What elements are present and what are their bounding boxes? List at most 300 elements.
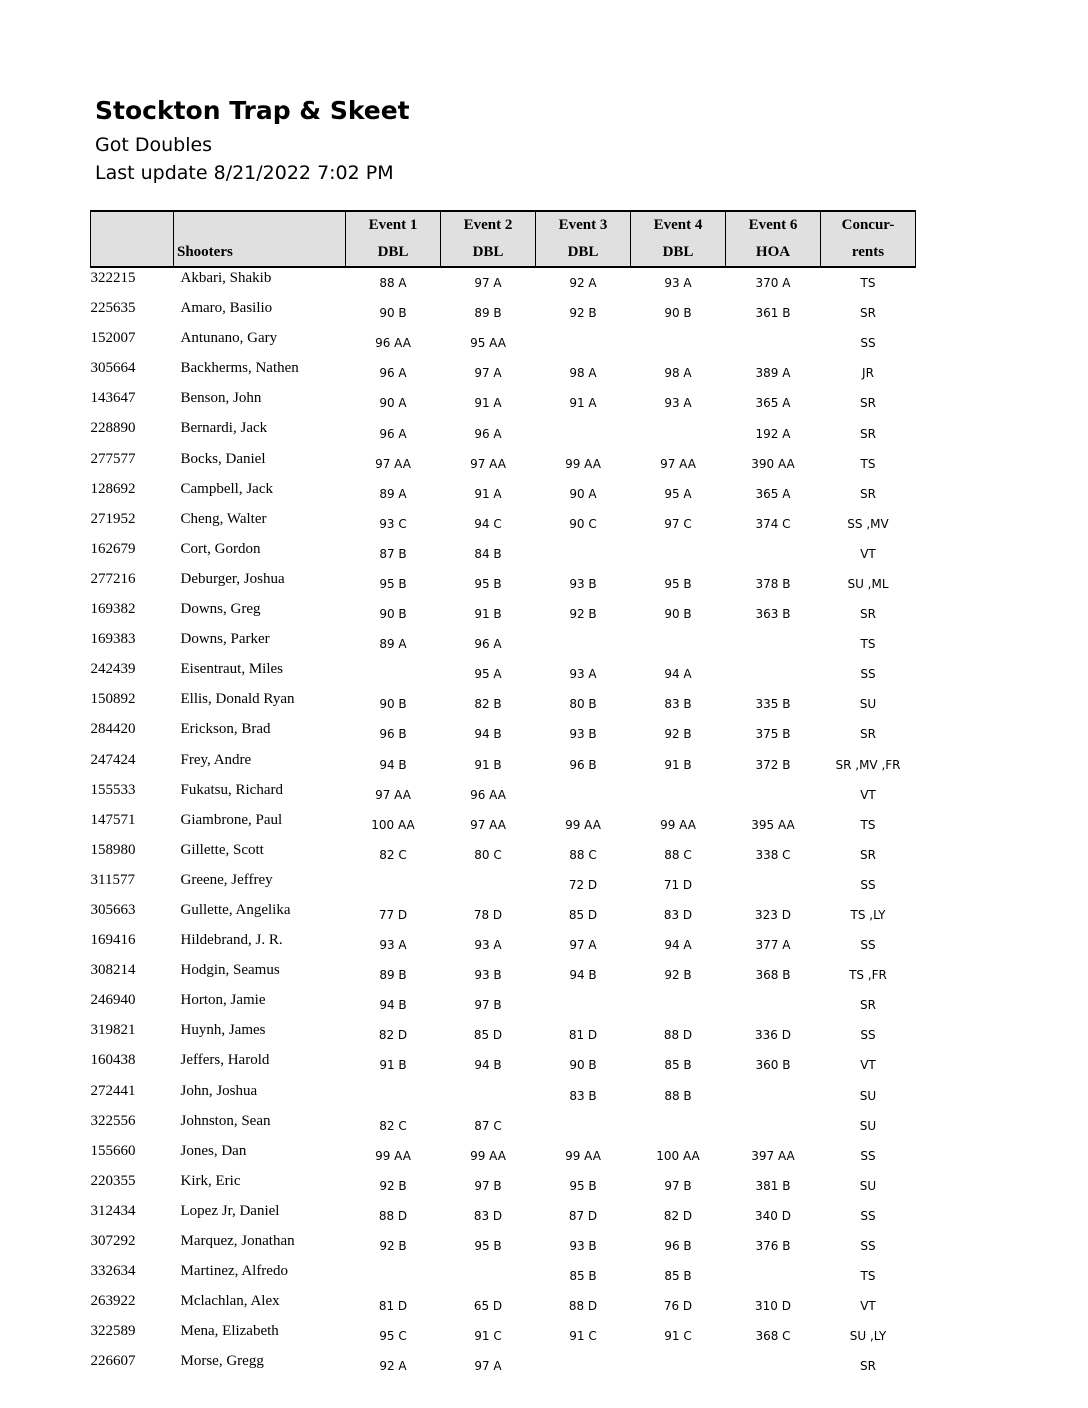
shooter-name: Campbell, Jack [180,480,273,497]
table-row [91,1261,916,1291]
concurrents: SS [860,938,876,953]
concurrents: SU ,ML [847,576,889,591]
event-1-score: 82 D [378,1028,408,1043]
table-row [91,990,916,1020]
shooter-name: Giambrone, Paul [180,811,283,828]
event-2-score: 97 A [474,1359,502,1374]
event-2-score: 82 B [474,697,502,712]
header-cell [91,239,174,267]
shooter-id: 311577 [90,871,135,888]
event-4-score: 92 B [664,968,692,983]
shooter-name: Downs, Greg [180,601,261,618]
event-2-score: 94 C [474,516,502,531]
shooter-name: Frey, Andre [180,751,252,768]
event-4-score [631,1351,726,1381]
event-1-score: 87 B [379,546,407,561]
concurrents: SS [860,1148,876,1163]
concurrents: VT [860,546,876,561]
hoa-score [726,1351,821,1381]
hoa-score: 381 B [755,1178,791,1193]
event-3-score: 98 A [569,366,597,381]
table-row [91,539,916,569]
event-4-score [631,1111,726,1141]
event-3-score: 83 B [569,1088,597,1103]
header-cell [91,211,174,239]
shooter-id: 220355 [90,1172,136,1189]
hoa-score: 360 B [755,1058,791,1073]
event-2-score: 97 A [474,366,502,381]
concurrents: TS [860,817,876,832]
table-row [91,328,916,358]
shooter-id: 169416 [90,932,136,949]
table-row [91,418,916,448]
shooter-id: 307292 [90,1233,136,1249]
event-2-score: 97 B [474,998,502,1013]
hoa-score [726,990,821,1020]
shooter-name: Akbari, Shakib [180,270,272,286]
header-event-2: Event 2 [441,211,536,239]
event-3-score [536,418,631,448]
shooter-name: Greene, Jeffrey [180,871,273,888]
event-1-score: 93 A [379,938,407,953]
table-row [91,449,916,479]
event-4-score [631,990,726,1020]
event-4-score: 100 AA [656,1148,700,1163]
shooter-id: 305663 [90,901,136,918]
hoa-score: 323 D [755,908,791,923]
event-4-score: 97 B [664,1178,692,1193]
event-3-score: 72 D [568,877,598,892]
event-2-score: 96 A [474,426,502,441]
hoa-score: 375 B [755,727,791,742]
event-2-score: 87 C [474,1118,502,1133]
event-3-score: 90 A [569,486,597,501]
table-row [91,750,916,780]
shooter-id: 277216 [90,570,136,587]
hoa-score: 374 C [755,516,791,531]
concurrents: SR [860,426,876,441]
event-3-score [536,629,631,659]
event-4-score: 90 B [664,306,692,321]
event-4-score: 76 D [663,1299,693,1314]
header-event-1: Event 1 [346,211,441,239]
hoa-score: 389 A [755,366,791,381]
table-row [91,1201,916,1231]
event-4-score: 92 B [664,727,692,742]
event-4-score: 88 C [664,847,692,862]
concurrents: SR [860,607,876,622]
event-2-score: 65 D [473,1299,503,1314]
event-4-score [631,328,726,358]
event-3-score: 81 D [568,1028,598,1043]
shooter-id: 319821 [90,1022,136,1039]
concurrents: SS [860,1239,876,1254]
concurrents: SR [860,847,876,862]
table-row [91,509,916,539]
event-3-score: 93 B [569,576,597,591]
hoa-score: 390 AA [751,456,795,471]
concurrents: VT [860,1058,876,1073]
event-2-score: 91 C [474,1329,502,1344]
hoa-score: 377 A [755,938,791,953]
shooter-id: 162679 [90,540,136,557]
header-shooters: Shooters [174,239,346,267]
shooter-name: Mena, Elizabeth [180,1323,279,1340]
event-2-score: 95 B [474,576,502,591]
event-1-score [346,1261,441,1291]
event-4-score: 95 B [664,576,692,591]
shooter-name: Martinez, Alfredo [180,1263,288,1280]
event-1-score: 82 C [379,1118,407,1133]
event-3-score: 80 B [569,697,597,712]
header-row-events [91,211,916,239]
shooter-id: 322215 [90,270,136,286]
hoa-score: 192 A [755,426,791,441]
event-4-score: 97 AA [660,456,696,471]
event-1-score: 90 A [379,396,407,411]
shooter-name: Hodgin, Seamus [180,962,280,979]
event-1-score: 94 B [379,757,407,772]
shooter-name: Kirk, Eric [180,1172,241,1189]
shooter-id: 158980 [90,841,136,858]
event-3-score: 99 AA [565,1148,601,1163]
shooter-name: Amaro, Basilio [180,300,273,317]
event-1-score: 89 A [379,486,407,501]
event-4-score: 85 B [664,1269,692,1284]
event-4-score: 91 B [664,757,692,772]
table-row [91,358,916,388]
event-1-score: 90 B [379,697,407,712]
hoa-score [726,1081,821,1111]
shooter-name: Erickson, Brad [180,721,271,738]
event-3-score [536,539,631,569]
shooter-id: 160438 [90,1052,136,1069]
table-header [91,211,916,267]
table-row [91,960,916,990]
event-4-score: 85 B [664,1058,692,1073]
shooter-name: Backherms, Nathen [180,360,299,377]
hoa-score: 310 D [755,1299,791,1314]
hoa-score: 378 B [755,576,791,591]
event-4-score: 96 B [664,1239,692,1254]
concurrents: TS [860,637,876,652]
hoa-score: 335 B [755,697,791,712]
table-row [91,810,916,840]
event-3-score: 96 B [569,757,597,772]
shooter-id: 305664 [90,360,136,377]
event-1-score [346,659,441,689]
event-3-score: 93 B [569,727,597,742]
event-2-score: 93 B [474,968,502,983]
event-3-score [536,1351,631,1381]
event-3-score: 93 B [569,1239,597,1254]
hoa-score: 376 B [755,1239,791,1254]
shooter-id: 246940 [90,992,136,1009]
concurrents: TS ,LY [850,908,886,923]
event-2-score: 91 A [474,486,502,501]
hoa-score: 372 B [755,757,791,772]
hoa-score: 365 A [755,486,791,501]
concurrents: TS ,FR [849,968,887,983]
event-1-score: 92 B [379,1239,407,1254]
table-row [91,298,916,328]
event-1-score: 100 AA [371,817,415,832]
table-row [91,267,916,298]
table-row [91,569,916,599]
shooter-id: 169382 [90,601,136,618]
event-1-score: 82 C [379,847,407,862]
event-3-score: 91 A [569,396,597,411]
event-1-score: 99 AA [375,1148,411,1163]
table-body [91,267,916,1381]
table-row [91,1171,916,1201]
event-3-score: 97 A [569,938,597,953]
event-2-score: 95 AA [470,336,506,351]
event-3-score: 88 D [568,1299,598,1314]
table-row [91,1351,916,1381]
event-1-score: 88 D [378,1208,408,1223]
event-4-score: 99 AA [660,817,696,832]
concurrents: SS [860,667,876,682]
table-row [91,1050,916,1080]
last-update-text: Last update 8/21/2022 7:02 PM [95,162,394,184]
shooter-id: 322556 [90,1112,136,1129]
shooter-name: Morse, Gregg [180,1353,264,1370]
table-row [91,659,916,689]
table-row [91,900,916,930]
event-4-score: 94 A [664,938,692,953]
table-row [91,1141,916,1171]
shooter-name: Eisentraut, Miles [180,661,283,678]
event-3-score: 95 B [569,1178,597,1193]
event-1-score: 97 AA [375,787,411,802]
event-1-score: 97 AA [375,456,411,471]
shooter-name: Deburger, Joshua [180,570,285,587]
table-row [91,479,916,509]
hoa-score: 365 A [755,396,791,411]
concurrents: TS [860,456,876,471]
shooter-name: Gullette, Angelika [180,901,291,918]
event-1-score [346,870,441,900]
shooter-id: 332634 [90,1263,136,1280]
table-row [91,1291,916,1321]
table-row [91,1321,916,1351]
table-row [91,1020,916,1050]
event-2-score: 95 A [474,667,502,682]
shooter-name: Jeffers, Harold [180,1052,270,1069]
event-3-score: 92 B [569,306,597,321]
event-3-score [536,990,631,1020]
event-1-score: 96 B [379,727,407,742]
page-subtitle: Got Doubles [95,134,213,156]
shooter-name: Fukatsu, Richard [180,781,283,798]
event-2-score: 89 B [474,306,502,321]
event-2-score: 91 B [474,757,502,772]
shooter-id: 226607 [90,1353,136,1370]
concurrents: SS [860,1028,876,1043]
concurrents: SU [859,1118,877,1133]
shooter-id: 155533 [90,781,136,798]
event-2-score: 93 A [474,938,502,953]
shooter-id: 152007 [90,330,136,347]
event-3-score: 91 C [569,1329,597,1344]
hoa-score [726,659,821,689]
shooter-name: Huynh, James [180,1022,266,1039]
shooter-name: John, Joshua [180,1082,258,1099]
event-2-score [441,1261,536,1291]
shooter-id: 169383 [90,631,136,648]
table-row [91,870,916,900]
concurrents: SS [860,877,876,892]
header-type: HOA [726,239,821,267]
concurrents: JR [862,366,874,381]
shooter-id: 272441 [90,1082,136,1099]
event-2-score: 80 C [474,847,502,862]
shooter-name: Downs, Parker [180,631,270,648]
event-3-score: 90 B [569,1058,597,1073]
shooter-name: Mclachlan, Alex [180,1293,280,1310]
event-1-score: 77 D [378,908,408,923]
shooter-id: 263922 [90,1293,136,1310]
event-2-score [441,870,536,900]
event-2-score: 83 D [473,1208,503,1223]
shooter-id: 322589 [90,1323,136,1340]
shooter-id: 312434 [90,1202,136,1219]
shooter-name: Cheng, Walter [180,510,267,527]
shooter-id: 247424 [90,751,136,768]
hoa-score [726,780,821,810]
shooter-name: Benson, John [180,390,262,407]
shooter-id: 155660 [90,1142,136,1159]
hoa-score [726,328,821,358]
event-4-score: 88 D [663,1028,693,1043]
event-3-score: 99 AA [565,456,601,471]
hoa-score: 397 AA [751,1148,795,1163]
table-row [91,1111,916,1141]
event-1-score: 90 B [379,306,407,321]
header-event-6: Event 6 [726,211,821,239]
event-4-score: 97 C [664,516,692,531]
header-type: DBL [536,239,631,267]
event-1-score: 92 B [379,1178,407,1193]
shooter-id: 225635 [90,300,136,317]
event-4-score: 88 B [664,1088,692,1103]
hoa-score [726,870,821,900]
event-4-score: 95 A [664,486,692,501]
shooter-name: Jones, Dan [180,1142,247,1159]
table-row [91,719,916,749]
concurrents: SR [860,306,876,321]
shooter-id: 277577 [90,450,136,467]
hoa-score: 363 B [755,607,791,622]
shooter-id: 242439 [90,661,136,678]
concurrents: SR ,MV ,FR [835,757,901,772]
event-2-score: 91 A [474,396,502,411]
shooter-name: Gillette, Scott [180,841,264,858]
table-row [91,1081,916,1111]
event-4-score: 91 C [664,1329,692,1344]
header-concurrents-cont: rents [821,239,916,267]
event-2-score: 99 AA [470,1148,506,1163]
shooter-id: 143647 [90,390,136,407]
event-4-score [631,629,726,659]
shooter-id: 228890 [90,420,136,437]
event-2-score: 91 B [474,607,502,622]
concurrents: SR [860,727,876,742]
event-3-score [536,328,631,358]
shooter-name: Ellis, Donald Ryan [180,691,295,708]
hoa-score [726,539,821,569]
event-2-score: 97 A [474,276,502,291]
event-3-score: 93 A [569,667,597,682]
hoa-score: 361 B [755,306,791,321]
table-row [91,930,916,960]
event-1-score: 92 A [379,1359,407,1374]
shooter-name: Johnston, Sean [180,1112,271,1129]
event-4-score: 90 B [664,607,692,622]
event-2-score: 97 AA [470,817,506,832]
table-row [91,689,916,719]
concurrents: TS [860,276,876,291]
concurrents: SS ,MV [847,516,889,531]
concurrents: SS [860,1208,876,1223]
shooter-id: 128692 [90,480,136,497]
page-title: Stockton Trap & Skeet [95,96,410,125]
header-event-3: Event 3 [536,211,631,239]
header-type: DBL [346,239,441,267]
event-4-score [631,780,726,810]
concurrents: SU [859,1178,877,1193]
hoa-score: 336 D [755,1028,791,1043]
event-4-score: 94 A [664,667,692,682]
event-2-score: 95 B [474,1239,502,1254]
concurrents: SR [860,486,876,501]
hoa-score: 370 A [755,276,791,291]
event-2-score: 84 B [474,546,502,561]
header-type: DBL [441,239,536,267]
table-row [91,780,916,810]
event-4-score: 83 B [664,697,692,712]
event-1-score: 90 B [379,607,407,622]
event-2-score: 97 AA [470,456,506,471]
event-1-score: 89 B [379,968,407,983]
event-2-score: 85 D [473,1028,503,1043]
header-cell [174,211,346,239]
event-4-score: 71 D [663,877,693,892]
event-4-score: 82 D [663,1208,693,1223]
event-1-score: 96 A [379,426,407,441]
event-1-score: 96 AA [375,336,411,351]
header-row-types [91,239,916,267]
scores-table [90,210,916,1381]
event-3-score [536,780,631,810]
event-2-score: 97 B [474,1178,502,1193]
hoa-score: 338 C [755,847,791,862]
shooter-id: 147571 [90,811,136,828]
hoa-score [726,1111,821,1141]
event-4-score [631,539,726,569]
table-row [91,629,916,659]
header-event-4: Event 4 [631,211,726,239]
event-3-score: 88 C [569,847,597,862]
shooter-name: Marquez, Jonathan [180,1233,295,1249]
table-row [91,1231,916,1261]
event-1-score: 95 B [379,576,407,591]
event-3-score: 92 A [569,276,597,291]
concurrents: SR [860,998,876,1013]
event-3-score: 90 C [569,516,597,531]
hoa-score: 368 C [755,1329,791,1344]
